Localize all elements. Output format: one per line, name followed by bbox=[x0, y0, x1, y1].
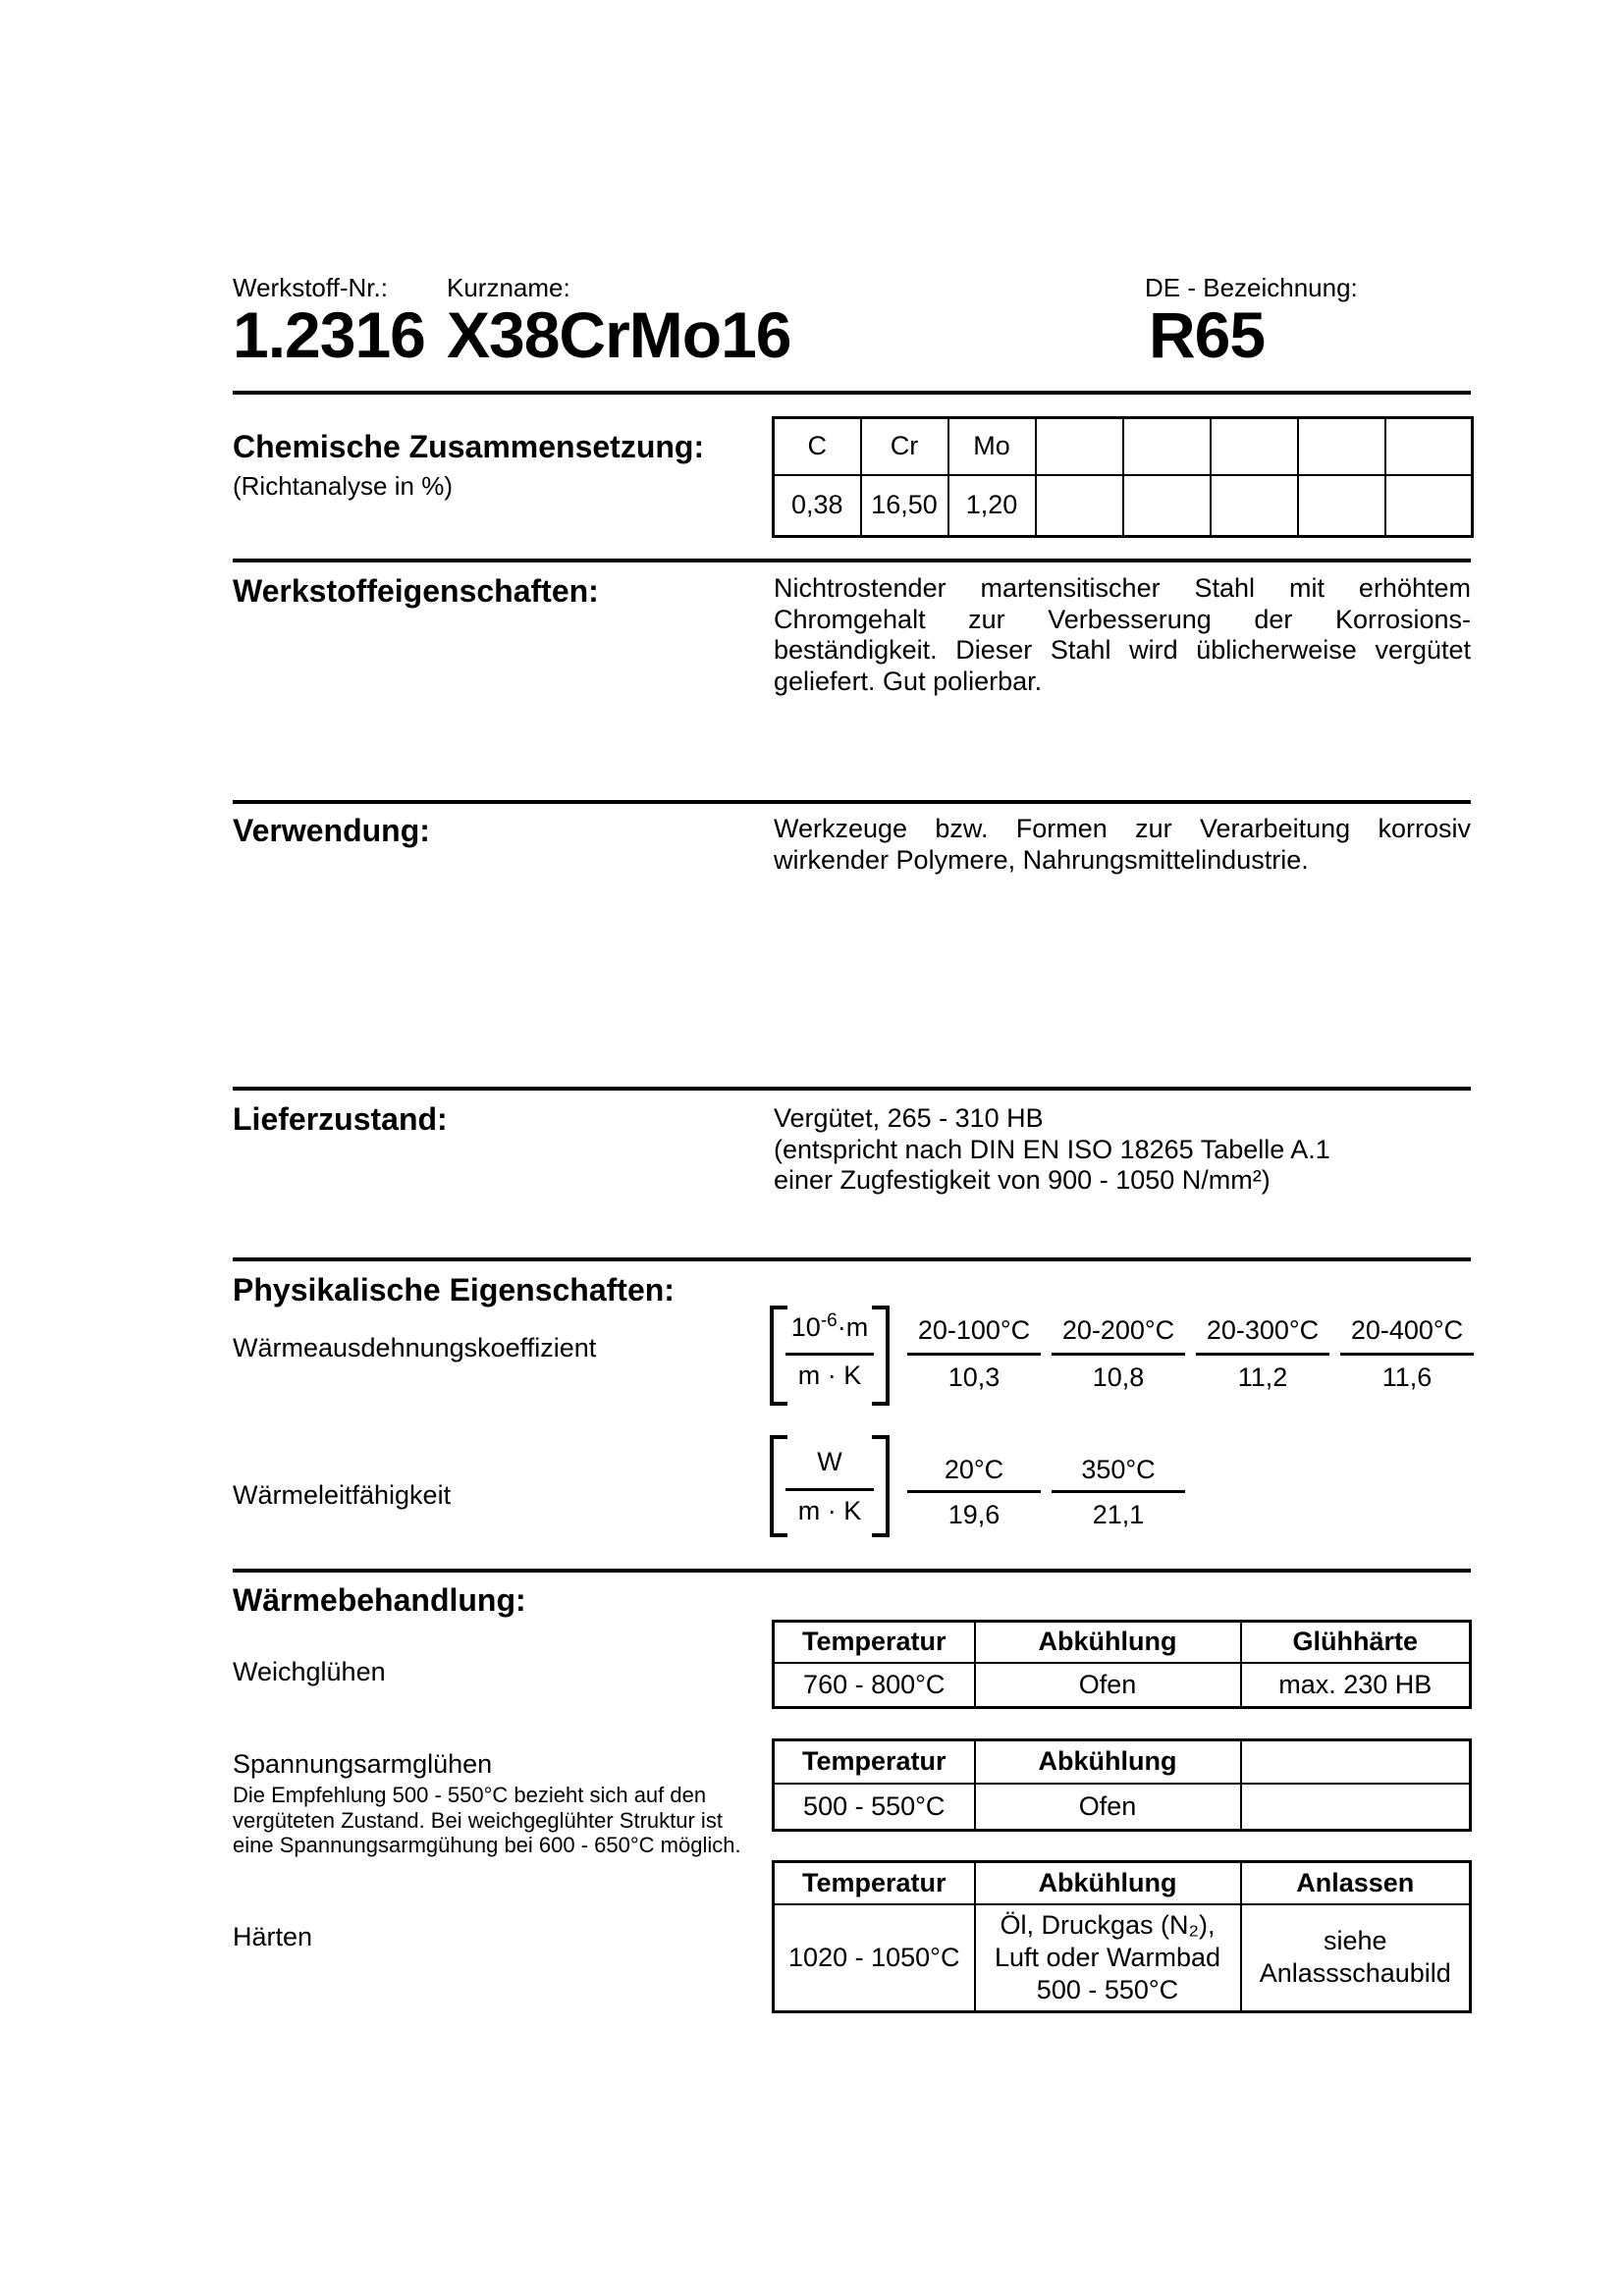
chem-header-cell bbox=[1036, 418, 1123, 475]
chem-value-cell bbox=[1036, 475, 1123, 537]
usage-heading: Verwendung: bbox=[233, 813, 430, 848]
usage-text bbox=[774, 814, 1471, 876]
heat-value-cell bbox=[975, 1784, 1241, 1831]
cell-line: Anlassschaubild bbox=[1259, 1958, 1451, 1989]
phys-column-underline bbox=[1052, 1490, 1185, 1493]
phys-column-underline bbox=[907, 1353, 1041, 1356]
delivery-text bbox=[774, 1103, 1471, 1197]
phys-column bbox=[1045, 1455, 1192, 1539]
heat-value-cell bbox=[1241, 1784, 1471, 1831]
heat-header-cell: Anlassen bbox=[1241, 1862, 1471, 1904]
text-line: eine Spannungsarmgühung bei 600 - 650°C möglich. bbox=[233, 1833, 741, 1857]
chemical-table bbox=[772, 416, 1474, 538]
phys-column-underline bbox=[907, 1490, 1041, 1493]
heat-value-cell bbox=[1241, 1663, 1471, 1708]
unit-denominator: m · K bbox=[797, 1496, 862, 1525]
cell-line: Luft oder Warmbad bbox=[994, 1942, 1221, 1972]
text-line: Nichtrostender martensitischer Stahl mit erhöhtem bbox=[774, 573, 1471, 603]
phys-column-header: 20-300°C bbox=[1206, 1315, 1320, 1345]
phys-column-value: 10,3 bbox=[947, 1362, 1001, 1392]
werkstoff-nr-value: 1.2316 bbox=[233, 298, 425, 371]
cell-line: Ofen bbox=[1078, 1669, 1137, 1699]
phys-column-value: 11,2 bbox=[1237, 1362, 1288, 1392]
chem-value-cell bbox=[1123, 475, 1211, 537]
heat-header-cell: Abkühlung bbox=[975, 1740, 1241, 1784]
cell-line: siehe bbox=[1323, 1926, 1387, 1956]
chemical-subheading: (Richtanalyse in %) bbox=[233, 471, 453, 501]
chem-header-cell: C bbox=[774, 418, 861, 475]
text-line: Vergütet, 265 - 310 HB bbox=[774, 1103, 1044, 1133]
cell-line: Ofen bbox=[1078, 1790, 1137, 1821]
chemical-heading: Chemische Zusammensetzung: bbox=[233, 429, 705, 464]
properties-heading: Werkstoffeigenschaften: bbox=[233, 573, 599, 609]
chem-value-cell: 0,38 bbox=[774, 475, 861, 537]
unit-numerator: $10^{-6}\cdot m$ bbox=[790, 1310, 869, 1342]
bezeichnung-value: R65 bbox=[1149, 298, 1266, 371]
phys-column-underline bbox=[1052, 1353, 1185, 1356]
heat-value-cell bbox=[774, 1663, 975, 1708]
physical-heading: Physikalische Eigenschaften: bbox=[233, 1272, 675, 1308]
unit-denominator: m · K bbox=[797, 1361, 862, 1390]
stress-relief-table bbox=[772, 1738, 1472, 1832]
text-line: Die Empfehlung 500 - 550°C bezieht sich auf den bbox=[233, 1783, 707, 1807]
chem-header-cell bbox=[1385, 418, 1473, 475]
stress-relief-label: Spannungsarmglühen bbox=[233, 1749, 493, 1779]
phys-column-header: 20-400°C bbox=[1350, 1315, 1464, 1345]
cell-line: 500 - 550°C bbox=[1036, 1974, 1179, 2004]
phys-column-underline bbox=[1196, 1353, 1329, 1356]
fraction-bar bbox=[785, 1353, 874, 1356]
cell-line: Öl, Druckgas (N₂), bbox=[1000, 1909, 1216, 1940]
chem-value-cell bbox=[1385, 475, 1473, 537]
chem-value-cell bbox=[1298, 475, 1385, 537]
text-line: beständigkeit. Dieser Stahl wird üblicherweise vergütet bbox=[774, 635, 1471, 665]
heat-value-cell bbox=[1241, 1904, 1471, 2012]
chem-header-cell bbox=[1298, 418, 1385, 475]
annealing-label: Weichglühen bbox=[233, 1657, 386, 1686]
stress-relief-note bbox=[233, 1783, 741, 1858]
phys-column bbox=[1189, 1315, 1336, 1402]
unit-numerator: W bbox=[817, 1447, 842, 1476]
phys-column-header: 350°C bbox=[1081, 1455, 1156, 1484]
heat-header-cell bbox=[1241, 1740, 1471, 1784]
expansion-unit bbox=[770, 1306, 890, 1406]
phys-column-value: 10,8 bbox=[1092, 1362, 1145, 1392]
divider bbox=[233, 800, 1471, 804]
text-line: einer Zugfestigkeit von 900 - 1050 N/mm²) bbox=[774, 1165, 1271, 1195]
chem-value-cell: 16,50 bbox=[861, 475, 948, 537]
annealing-table bbox=[772, 1620, 1472, 1709]
cell-line: 500 - 550°C bbox=[803, 1790, 946, 1821]
phys-column-header: 20°C bbox=[944, 1455, 1004, 1484]
heat-value-cell bbox=[975, 1904, 1241, 2012]
properties-text bbox=[774, 573, 1471, 697]
chem-header-cell bbox=[1211, 418, 1298, 475]
expansion-label: Wärmeausdehnungskoeffizient bbox=[233, 1333, 597, 1362]
divider bbox=[233, 559, 1471, 562]
heat-header-cell: Abkühlung bbox=[975, 1622, 1241, 1663]
heat-value-cell bbox=[774, 1784, 975, 1831]
phys-column bbox=[1333, 1315, 1481, 1402]
kurzname-label: Kurzname: bbox=[447, 273, 570, 302]
chem-value-cell bbox=[1211, 475, 1298, 537]
fraction-bar bbox=[785, 1488, 874, 1491]
phys-column-header: 20-100°C bbox=[917, 1315, 1031, 1345]
phys-column-value: 11,6 bbox=[1381, 1362, 1433, 1392]
heat-header-cell: Temperatur bbox=[774, 1622, 975, 1663]
text-line: Chromgehalt zur Verbesserung der Korrosions- bbox=[774, 604, 1471, 634]
phys-column-value: 19,6 bbox=[947, 1500, 1001, 1529]
heat-treatment-heading: Wärmebehandlung: bbox=[233, 1582, 526, 1618]
heat-value-cell bbox=[975, 1663, 1241, 1708]
chem-value-cell: 1,20 bbox=[948, 475, 1036, 537]
heat-header-cell: Temperatur bbox=[774, 1862, 975, 1904]
heat-header-cell: Abkühlung bbox=[975, 1862, 1241, 1904]
chem-header-cell: Mo bbox=[948, 418, 1036, 475]
phys-column bbox=[900, 1315, 1048, 1402]
divider bbox=[233, 1087, 1471, 1091]
phys-column bbox=[900, 1455, 1048, 1539]
chem-header-cell: Cr bbox=[861, 418, 948, 475]
divider bbox=[233, 1257, 1471, 1261]
conductivity-unit bbox=[770, 1435, 890, 1537]
text-line: vergüteten Zustand. Bei weichgeglühter Struktur ist bbox=[233, 1807, 723, 1833]
text-line: wirkender Polymere, Nahrungsmittelindustrie. bbox=[774, 844, 1309, 875]
heat-value-cell bbox=[774, 1904, 975, 2012]
werkstoff-nr-label: Werkstoff-Nr.: bbox=[233, 273, 388, 302]
bezeichnung-label: DE - Bezeichnung: bbox=[1145, 273, 1358, 302]
heat-header-cell: Temperatur bbox=[774, 1740, 975, 1784]
cell-line: 1020 - 1050°C bbox=[788, 1942, 960, 1972]
text-line: geliefert. Gut polierbar. bbox=[774, 666, 1043, 696]
kurzname-value: X38CrMo16 bbox=[447, 298, 791, 371]
phys-column-underline bbox=[1340, 1353, 1474, 1356]
delivery-heading: Lieferzustand: bbox=[233, 1101, 448, 1137]
phys-column bbox=[1045, 1315, 1192, 1402]
cell-line: max. 230 HB bbox=[1278, 1669, 1433, 1699]
phys-column-value: 21,1 bbox=[1092, 1500, 1145, 1529]
conductivity-label: Wärmeleitfähigkeit bbox=[233, 1480, 452, 1510]
divider bbox=[233, 391, 1471, 395]
cell-line: 760 - 800°C bbox=[803, 1669, 946, 1699]
phys-column-header: 20-200°C bbox=[1061, 1315, 1175, 1345]
chem-header-cell bbox=[1123, 418, 1211, 475]
hardening-label: Härten bbox=[233, 1922, 313, 1951]
text-line: (entspricht nach DIN EN ISO 18265 Tabelle A.1 bbox=[774, 1134, 1330, 1164]
heat-header-cell: Glühhärte bbox=[1241, 1622, 1471, 1663]
hardening-table bbox=[772, 1860, 1472, 2013]
text-line: Werkzeuge bzw. Formen zur Verarbeitung korrosiv bbox=[774, 814, 1471, 843]
divider bbox=[233, 1569, 1471, 1573]
